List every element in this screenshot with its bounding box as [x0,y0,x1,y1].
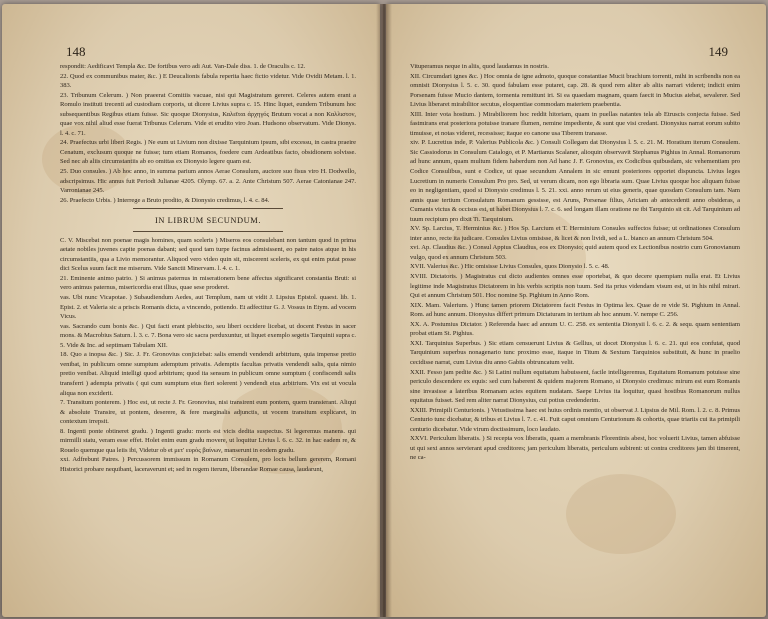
note-paragraph: XII. Circumdari ignes &c. ) Hoc omnia de igne admoto, quoque constantiae Mucii brachium torrenti, mihi in scribendis non ea omnisit Dionysius l. 5. c. 30. quod fabulam esse putaret, cap. 28. & quod rem aliter ab aliis narrari videret; indicit enim Porsenam fuisse Mucio dantem, tormenta remittunt iri. Si ea quaedam magnam, quam faecit in Mucius aiebat, sevalerer. Sed Livius liberaret mirabilitor secutus, eloquentiae commodam materiem praebentia. [410,72,740,109]
right-page [386,4,766,617]
note-paragraph: XIII. Inter vota hostium. ) Mirabiliorem hoc reddit hitoriam, quam in puellas natantes tela ab Etruscis conjecta fuisse. Sed fastmirans erat posteriora potuisse tranare flumen, nemine impediente, & sunt que visi credant. Dionysius narrat eorum subito timuisse, et notas videret, recessisse; itaque eo canone usa Tiberem tranasse. [410,110,740,137]
foxing-stain [566,474,676,554]
note-paragraph: C. V. Miscebat non poenae magis homines, quam sceleris ) Miseros eos consulebant non tantum quod in prima aetate nobiles juvenes capite poenas dabant; sed quod tam turpe facinus admisissent, eo patre natos atque in his circumstantiis, qua a Livio memorantur. Aliquod vero video quin sit, miscerent sceleris, ex qui enim putat posse dici Scelus suum facit me miserum. Vide Sanctii Minervam. l. 4. c. 1. [60,236,356,273]
note-paragraph: 21. Eminente animo patrio. ) Si animus paternus in miserationem bene affectus significaret constantia Bruti: si vero animus paternus, misericordia erat illius, quae sese proderet. [60,274,356,292]
left-text-block [60,62,356,474]
note-paragraph: XX. A. Postumius Dictator. ) Referenda haec ad annum U. C. 258. ex sententia Dionysii l. 6. c. 2. & sequ. quam sententiam probat etiam St. Pighius. [410,320,740,338]
section-rule [133,231,283,232]
book-gutter [376,4,392,617]
page-number: 149 [708,44,728,59]
note-paragraph: XVII. Valerius &c. ) Hic omisisse Livius Consules, quos Dionysio l. 5. c. 48. [410,263,610,271]
note-paragraph: XXII. Fesso jam pedite &c. ) Si Latini nullum equitatum habuissent, facile intelligeremus, Equitatum Romanum potuisse sine periculo descendere ex equis: sed cum haberent & quidem majorem Romano, si Dionysio credimus: mirum est eum Romanis sine invasisse a lateribus Romanam acies equitem nudatam. Saepe Livius ita loquitur, quasi hostibus Romanorum nullus equitatus fuisset. Sed rem aliter narrat Dionysius, cui potius credenderim. [410,368,740,405]
note-paragraph: vas. Ubi nunc Vicapotae. ) Subaudiendum Aedes, aut Templum, nam ut vidit J. Lipsius Epistol. quaest. lib. 1. Epist. 2. et Valeria sic a priscis Romanis dicta, a vincendo, potiendo. Et adfectitur G. J. Vossus in Etym. ad vocem Vicus. [60,294,356,321]
note-paragraph: 18. Quo a inopsa &c. ) Sic. J. Fr. Gronovius conjiciebat: salis emendi vendendi arbitrium, quia impense pretio venibat, in publicum omne sumptum ademptum privatis. Ademptis facultas privatis vendendi salis, quia nimio pretio venibat. Aliquid intelligi quod arbitrium; quod ita sensum in publicum omne sumptum ( confiscendi salis transferri ) adempta privatis ( qui cum sumptum eius fieri solerent ) vendendi eius arbitrium. Vix est ut vocula aliqua non exciderit. [60,351,356,397]
page-number: 148 [66,44,86,59]
section-rule [133,208,283,209]
note-paragraph: xxi. Adfrebunt Patres. ) Percussorem immissum in Romanum Consulem, pro locis bellum gererem, Romani Historici probare nequibant, laceraverunt et; sed in regem iterum, liberandae Romae causa, laudarunt, [60,456,356,473]
section-heading: IN LIBRUM SECUNDUM. [154,216,262,226]
note-paragraph: xvi. Ap. Claudius &c. ) Consul Appius Claudius, eos ex Dionysio; quid autem quod ex Lectionibus nostrio cum Gronovianum vulgo, quod ex annum Christum 503. [410,244,740,261]
note-paragraph: 24. Praefectus urbi liberi Regis. ) Ne eum ut Livium non dixisse Tarquinium ipsum, sibi excessu, in castra praeire Cenatum, exclusum quoque ne fuisse; tum etiam Romanos, foedere cum Ardeatibus facto, obsidionem solvisse. Sed nec ab aliis circumstantiis ab eo omittas ex Dionysio legere quam est. [60,139,356,166]
note-paragraph: XXVI. Periculum liberatis. ) Si recepta vox liberatis, quam a membranis Florentinis abest, hoc voluerit Livius, tamen abfuisse ut qui sexi annos servierant apud creditores; jam periculum liberatis, periculum subirent: ut contra creditores jam ibi timerent, ne ca- [410,435,740,462]
note-paragraph: XIX. Mam. Valerium. ) Hunc tamen priorem Dictatorem facit Festus in Optima lex. Quae de re vide St. Pighium in Annal. Rom. ad hunc annum. Dionysius differt primum Dictaturam in tertium ab hoc annum. V. nempe C. 256. [410,301,740,319]
note-paragraph: Vituperamus neque in aliis, quod laudamus in nostris. [410,63,549,70]
note-paragraph: xiv. P. Lucretius inde, P. Valerius Publicola &c. ) Consuli Collegam dat Dionysius l. 5. c. 21. M. Horatium iterum Consulem. Sic Cassiodorus in Consulum Catalogo, et P. Martianus Scalaner, alioquin observavit Stephanus Pighius in Annal. Romanorum ad hunc annum, quam multum fidem haberdum non Ad hanc J. F. Gronovius, ex Codicibus quibusdam, sic vehementiam pro Codice Consulibus, sunt e Codice, ut quae secundum Annalem in sic emunt posteriores opportet dispuncta. Livius leges Lucretium in numeris Consulum Pro pro. Sed, ut verum dicam, non ego libraria sum. Quae Livius quoque hoc aliquam fuisse eo in negligentiam, quod si Dionysio credimus l. 5. 21. xxi. anno rerum ut eius generis, quae quosdam Consulum tam. Nam annis quae tertium Consulatum Romanum gessisse, est Aruns, Porsenae filius, Ariciam ab antecedenti anno obsideras, a Cumanis victus & occisus est, ut habet Dionysius l. 7. c. 6. sed longam illam oratione ne ibi Tarquinio sit cit. Ad Tarquinium ad tuum recipium pro dixit Ti. Tarquinium. [410,139,740,223]
left-page [2,4,380,617]
note-paragraph: 7. Transitum ponterem. ) Hoc est, ut recte J. Fr. Gronovius, nisi transirent eum pontem, quem transierant. Aliqui & absolute Transire, ut pontem, deserere, & fere marginalis adjunctis, ut vocem transitum explicaret, in contextum irrepsit. [60,399,356,426]
note-paragraph: XVIII. Dictatoris. ) Magistratus cui dicto audientes omnes esse oportebat, & quo decere quempiam nulla erat. Et Livius legitime inde Magistratus Dictatorem in his verbis scriptis non tuum. Sed ita prius videndam visum est, ut in his nihil mirari. Qui et annum Christum 501. Hoc nomine Sp. Pighium in Anno Rom. [410,273,740,300]
open-book [2,4,766,617]
note-paragraph: XXIII. Primipili Centurionis. ) Vetustissima haec est huius ordinis mentio, ut observat J. Lipsius de Mil. Rom. l. 2. c. 8. Primus Centurio tunc dicebatur, & tribus et Livius l. 7. c. 41. Fuit caput omnium Centurionum & cohortis, quae triariis cui ita primipili centurio dicebatur. Vide virum doctissimum, loco laudato. [410,406,740,433]
note-paragraph: 26. Praefecto Urbis. ) Interrege a Bruto prodito, & Dionysio credimus, l. 4. c. 84. [60,196,270,204]
right-text-block [410,62,740,463]
note-paragraph: 23. Tribunum Celerum. ) Non praeerat Comitiis vacuae, nisi qui Magistratum gereret. Celeres autem erant a Romulo instituti trecenti ad custodiam corporis, ut dicere Livius supra c. 15. Hinc liquet, eundem Tribunum hoc subsequentibus Regibus etiam fuisse. Sic quoque Dionysius, Καλεῖται ἀρχηγός Brutum vocat a non Καλλιστον, quae vox nihil aliud esse fuerat Tribunus Celerum. Vide et erudito viro Joan. Hudsono observatum. Vide Dionys. l. 4. c. 71. [60,91,356,137]
note-paragraph: 22. Quod ex communibus mater, &c. ) E Deucalionis fabula reperita haec fictio videtur. Vide Ovidii Metam. l. 1. 383. [60,72,356,90]
note-paragraph: XV. Sp. Larcius, T. Herminius &c. ) Hos Sp. Larcium et T. Herminium Consules suffectos fuisse; ut ordinationes Consulum inter anno, recte ita judicare. Consules Livius omisisse, & licet & non lividi, sed a L. bianco an annum Christum 504. [410,225,740,242]
note-paragraph: vas. Sacrando cum bonis &c. ) Qui facti erant plebiscito, seu liberi occidere licebat, ut docent Festus in sacer mons. & Macrobius Saturn. l. 3. c. 7. Bona vero sic sacra perduxuntur, ut liquet exemplo segetis Tarquinii supra c. 5. Vide & Inc. ad septimam Tabulam XII. [60,322,356,349]
note-paragraph: XXI. Tarquinius Superbus. ) Sic etiam censuerunt Livius & Gellius, ut docet Dionysius l. 6. c. 21. qui eos confutat, quod Tarquinium superbus nonagenario tunc proximo esse, itaque in Titum & Sextum Tarquinios substituit, & hunc in praelio cecidisse narrat, cum Livius diu anno Gabiis obtruncatum velit. [410,339,740,366]
note-paragraph: 25. Duo consules. ) Ab hoc anno, in summa parium annos Aerae Consulum, auctore suo fisus viro H. Dodwello, adscripsimus. Hic annus fuit Periodi Julianae 4205. Olymp. 67. a. 2. Ante Christum 507. Aerae Catonianae 247. Varronianae 245. [60,168,356,195]
note-paragraph: 8. Ingenti ponte obtineret gradu. ) Ingenti gradu: moris est vicis dedita suspectus. Si legeremus manens. qui mirmilli statu, veram esse effet. Holet enim eum gradu movere, ut loquitur Livius l. 6. c. 32. in hac eadem re, & Rouelo quemque qua leiis ibi, Videtur ob et μετ' ευρὸς βαίνων, manserunt in eodem gradu. [60,427,356,454]
note-paragraph: respondit: Aedificavi Templa &c. De fortibus vero adi Aut. Van-Dale diss. 1. de Oraculis c. 12. [60,63,306,70]
